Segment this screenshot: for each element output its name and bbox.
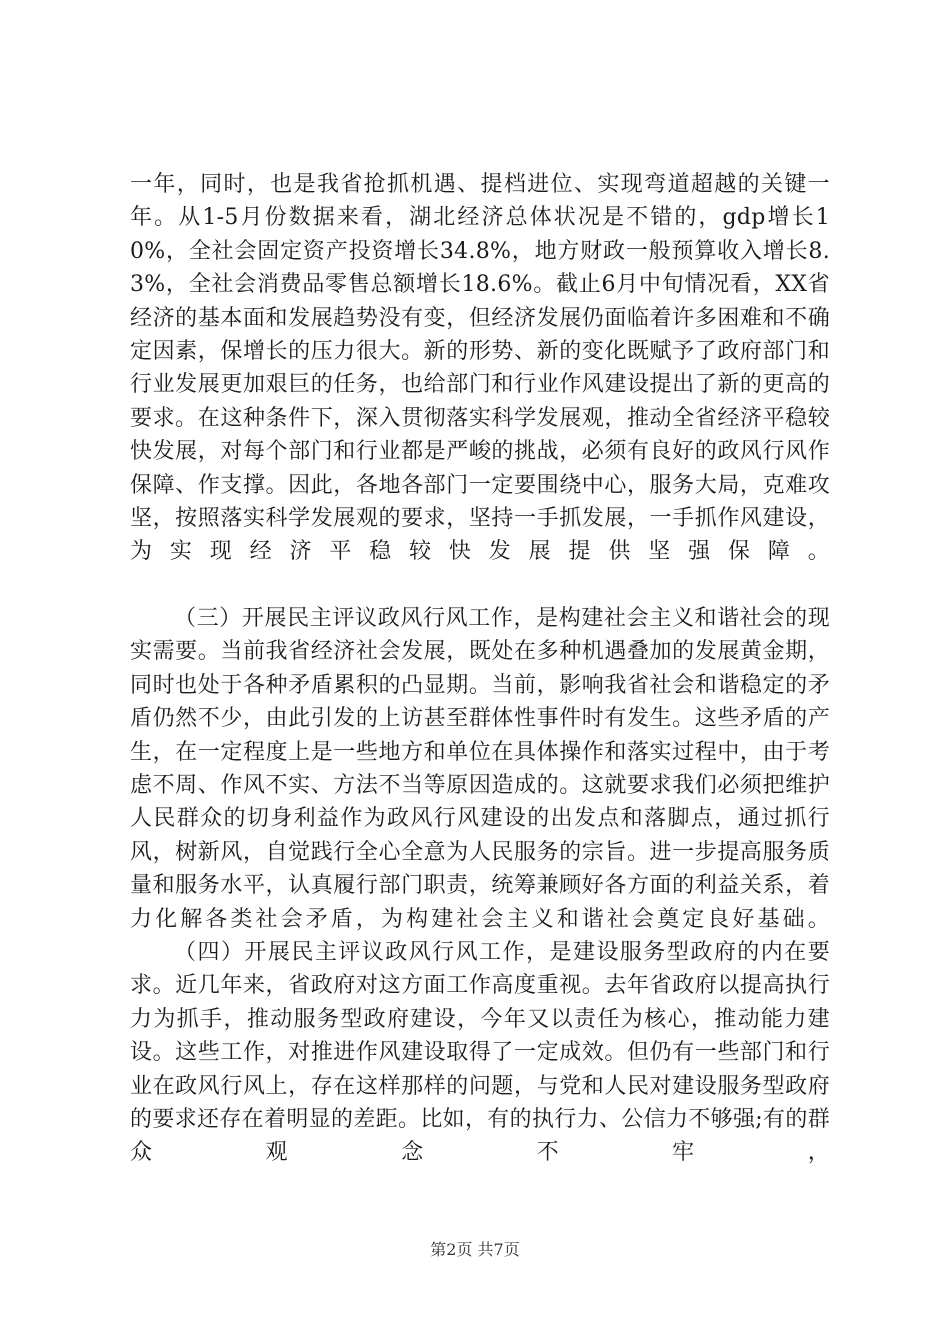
paragraph-service-government: （四）开展民主评议政风行风工作，是建设服务型政府的内在要求。近几年来，省政府对这方面工作高度重视。去年省政府以提高执行力为抓手，推动服务型政府建设，今年又以责任为核心，推动能力建设。这些工作，对推进作风建设取得了一定成效。但仍有一些部门和行业在政风行风上，存在这样那样的问题，与党和人民对建设服务型政府的要求还存在着明显的差距。比如，有的执行力、公信力不够强;有的群众观念不牢， bbox=[130, 939, 830, 1166]
paragraph-economy: 一年，同时，也是我省抢抓机遇、提档进位、实现弯道超越的关键一年。从1-5月份数据来看，湖北经济总体状况是不错的，gdp增长10%，全社会固定资产投资增长34.8%，地方财政一般预算收入增长8.3%，全社会消费品零售总额增长18.6%。截止6月中旬情况看，XX省经济的基本面和发展趋势没有变，但经济发展仍面临着许多困难和不确定因素，保增长的压力很大。新的形势、新的变化既赋予了政府部门和行业发展更加艰巨的任务，也给部门和行业作风建设提出了新的更高的要求。在这种条件下，深入贯彻落实科学发展观，推动全省经济平稳较快发展，对每个部门和行业都是严峻的挑战，必须有良好的政风行风作保障、作支撑。因此，各地各部门一定要围绕中心，服务大局，克难攻坚，按照落实科学发展观的要求，坚持一手抓发展，一手抓作风建设，为实现经济平稳较快发展提供坚强保障。 bbox=[130, 172, 830, 565]
document-body bbox=[130, 168, 830, 1170]
paragraph-harmonious-society: （三）开展民主评议政风行风工作，是构建社会主义和谐社会的现实需要。当前我省经济社会发展，既处在多种机遇叠加的发展黄金期，同时也处于各种矛盾累积的凸显期。当前，影响我省社会和谐稳定的矛盾仍然不少，由此引发的上访甚至群体性事件时有发生。这些矛盾的产生，在一定程度上是一些地方和单位在具体操作和落实过程中，由于考虑不周、作风不实、方法不当等原因造成的。这就要求我们必须把维护人民群众的切身利益作为政风行风建设的出发点和落脚点，通过抓行风，树新风，自觉践行全心全意为人民服务的宗旨。进一步提高服务质量和服务水平，认真履行部门职责，统筹兼顾好各方面的利益关系，着力化解各类社会矛盾，为构建社会主义和谐社会奠定良好基础。 bbox=[130, 605, 830, 932]
page-number-footer: 第2页 共7页 bbox=[430, 1240, 520, 1259]
paragraph-spacer bbox=[130, 569, 830, 602]
